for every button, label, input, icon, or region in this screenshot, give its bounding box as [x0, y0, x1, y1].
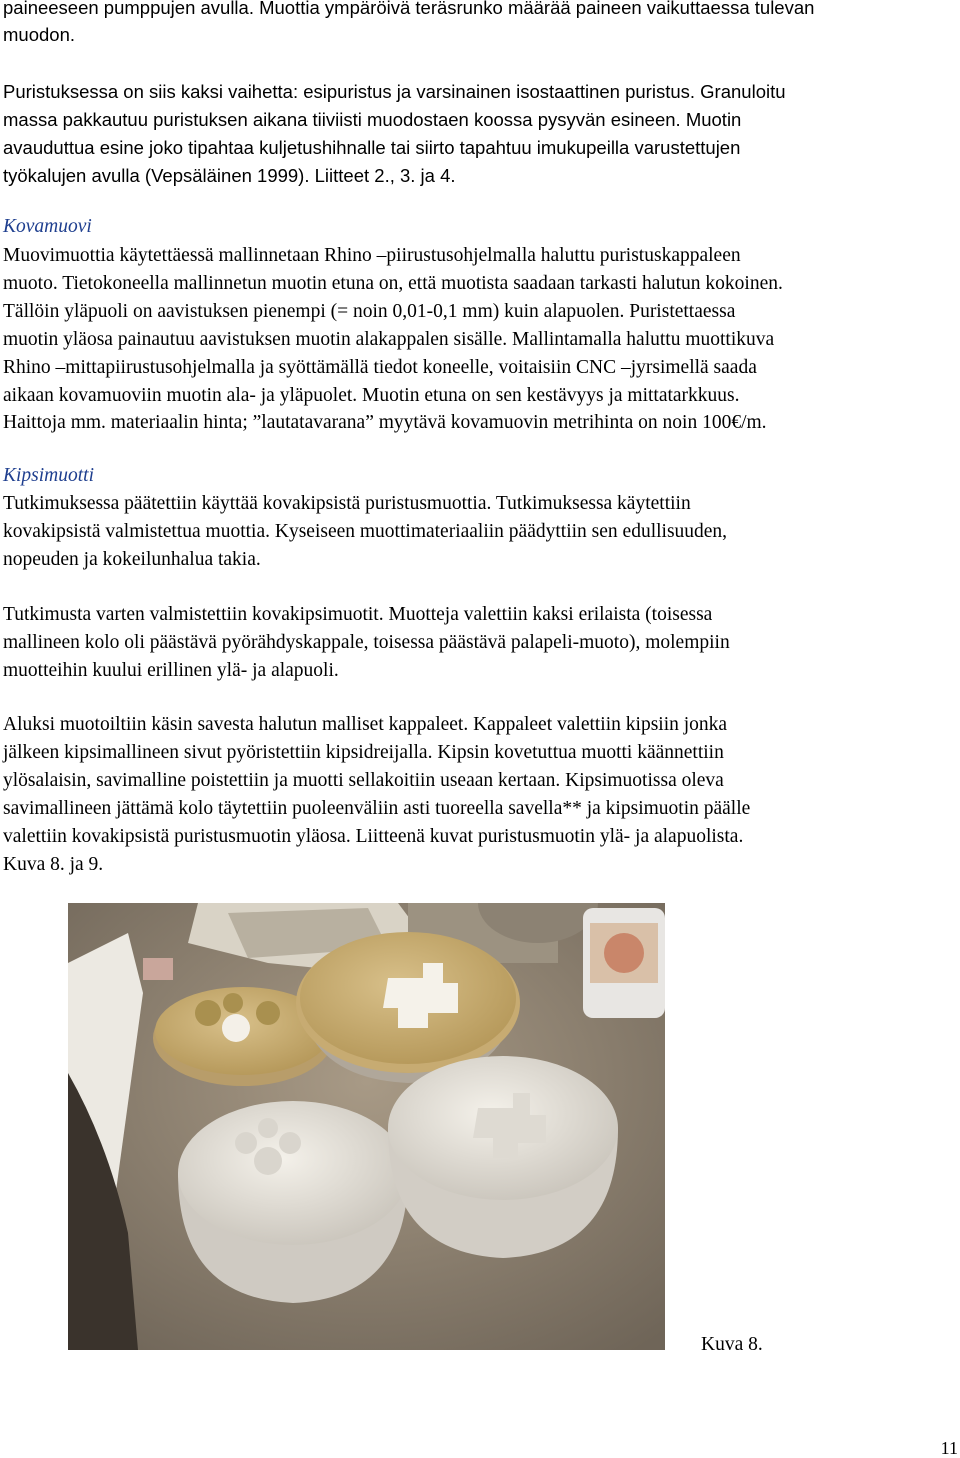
text-line: valettiin kovakipsistä puristusmuotin yläosa. Liitteenä kuvat puristusmuotin ylä- ja alapuolista.: [3, 826, 744, 847]
text-line: kovakipsistä valmistettua muottia. Kyseiseen muottimateriaaliin päädyttiin sen edullisuuden,: [3, 521, 728, 542]
text-line: massa pakkautuu puristuksen aikana tiiviisti muodostaen koossa pysyvän esineen. Muotin: [3, 109, 742, 130]
text-line: Puristuksessa on siis kaksi vaihetta: esipuristus ja varsinainen isostaattinen puristus. Granuloitu: [3, 81, 786, 102]
figure-caption: Kuva 8.: [701, 1334, 763, 1355]
text-line: nopeuden ja kokeilunhalua takia.: [3, 549, 261, 570]
text-line: jälkeen kipsimallineen sivut pyöristettiin kipsidreijalla. Kipsin kovetuttua muotti käännettiin: [3, 742, 724, 763]
text-line: Kuva 8. ja 9.: [3, 854, 104, 875]
text-line: avauduttua esine joko tipahtaa kuljetushihnalle tai siirto tapahtuu imukupeilla varustettujen: [3, 137, 741, 158]
text-line: ylösalaisin, savimalline poistettiin ja muotti sellakoitiin useaan kertaan. Kipsimuotissa oleva: [3, 770, 724, 791]
section-heading-kipsimuotti: Kipsimuotti: [3, 465, 95, 486]
text-line: muodon.: [3, 24, 75, 45]
text-line: muotin yläosa painautuu aavistuksen muotin alakappalen sisälle. Mallintamalla haluttu muottikuva: [3, 329, 775, 350]
text-line: Tutkimusta varten valmistettiin kovakipsimuotit. Muotteja valettiin kaksi erilaista (toisessa: [3, 604, 713, 625]
text-line: työkalujen avulla (Vepsäläinen 1999). Liitteet 2., 3. ja 4.: [3, 165, 456, 186]
text-line: savimallineen jättämä kolo täytettiin puoleenväliin asti tuoreella savella** ja kipsimuotin päälle: [3, 798, 751, 819]
photo-plaster-molds: [68, 903, 665, 1350]
section-heading-kovamuovi: Kovamuovi: [3, 216, 92, 237]
text-line: muoto. Tietokoneella mallinnetun muotin etuna on, että muotista saadaan tarkasti halutun kokoinen.: [3, 273, 783, 294]
page-number: 11: [940, 1438, 958, 1458]
text-line: mallineen kolo oli päästävä pyörähdyskappale, toisessa päästävä palapeli-muoto), molempiin: [3, 632, 730, 653]
text-line: Muovimuottia käytettäessä mallinnetaan Rhino –piirustusohjelmalla haluttu puristuskappaleen: [3, 245, 741, 266]
text-line: Rhino –mittapiirustusohjelmalla ja syöttämällä tiedot koneelle, voitaisiin CNC –jyrsimellä saada: [3, 357, 757, 378]
text-line: Aluksi muotoiltiin käsin savesta halutun malliset kappaleet. Kappaleet valettiin kipsiin jonka: [3, 714, 728, 735]
text-line: Tutkimuksessa päätettiin käyttää kovakipsistä puristusmuottia. Tutkimuksessa käytettiin: [3, 493, 691, 514]
text-line: Haittoja mm. materiaalin hinta; ”lautatavarana” myytävä kovamuovin metrihinta on noin 100€/m.: [3, 412, 767, 433]
text-line: aikaan kovamuoviin muotin ala- ja yläpuolet. Muotin etuna on sen kestävyys ja mittatarkkuus.: [3, 385, 740, 406]
text-line: muotteihin kuului erillinen ylä- ja alapuoli.: [3, 660, 339, 681]
text-line: Tällöin yläpuoli on aavistuksen pienempi (= noin 0,01-0,1 mm) kuin alapuolen. Puristettaessa: [3, 301, 736, 322]
text-line: paineeseen pumppujen avulla. Muottia ympäröivä teräsrunko määrää paineen vaikuttaessa tulevan: [3, 0, 815, 18]
